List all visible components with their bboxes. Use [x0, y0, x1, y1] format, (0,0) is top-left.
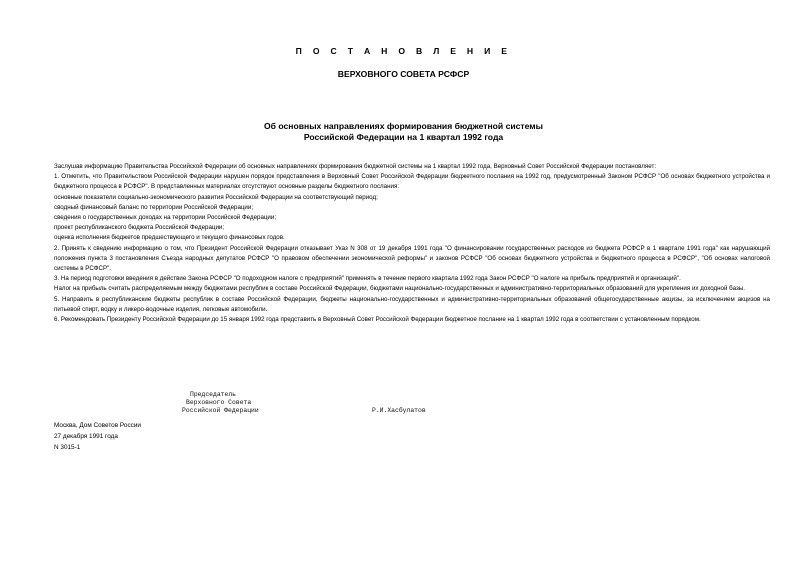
- list-item: проект республиканского бюджета Российской Федерации;: [54, 224, 225, 232]
- list-item: основные показатели социально-экономического развития Российской Федерации на соответствующий период;: [54, 193, 378, 201]
- subject-line-1: Об основных направлениях формирования бюджетной системы: [264, 121, 543, 131]
- list-item: оценка исполнения бюджетов предшествующего и текущего финансовых годов.: [54, 234, 285, 242]
- document-type-title: П О С Т А Н О В Л Е Н И Е: [295, 46, 512, 56]
- issuer-title: ВЕРХОВНОГО СОВЕТА РСФСР: [337, 69, 470, 79]
- document-number: N 3015-1: [54, 444, 81, 451]
- clause-6-paragraph: 6. Рекомендовать Президенту Российской Федерации до 15 января 1992 года представить в Верховный Совет Российской Федерации бюджетное послание на 1 квартал 1992 года в соответствии с установленным порядком.: [54, 316, 701, 324]
- clause-4-paragraph: Налог на прибыль считать распределяемым между бюджетами республик в составе Российской Федерации, бюджетами национально-государственных и административно-территориальных образований для укрепления их доходной базы.: [54, 285, 745, 293]
- list-item: сводный финансовый баланс по территории Российской Федерации;: [54, 203, 254, 211]
- clause-1-paragraph: 1. Отметить, что Правительством Российской Федерации нарушен порядок представления в Верховный Совет Российской Федерации бюджетного послания на 1992 год, предусмотренный Законом РСФСР "Об основах бюджетного устройства и бюджетного процесса в РСФСР". В представленных материалах отсутствуют основные разделы бюджетного послания:: [54, 173, 770, 191]
- clause-2-paragraph: 2. Принять к сведению информацию о том, что Президент Российской Федерации отказывает Указ N 308 от 19 декабря 1991 года "О финансировании государственных расходов из бюджета РСФСР в 1 квартале 1991 года" как нарушающий положения пункта 3 постановления Съезда народных депутатов РСФСР "О правовом обеспечении экономической реформы" и законов РСФСР "Об основах бюджетного устройства и бюджетного процесса в РСФСР", "Об основах налоговой системы в РСФСР".: [54, 244, 770, 273]
- signing-place: Москва, Дом Советов России: [54, 422, 141, 429]
- list-item: сведения о государственных доходах на территории Российской Федерации;: [54, 214, 277, 222]
- signing-date: 27 декабря 1991 года: [54, 433, 118, 440]
- subject-line-2: Российской Федерации на 1 квартал 1992 года: [303, 132, 504, 142]
- signature-position-line-2: Верховного Совета: [186, 399, 252, 406]
- clause-3-paragraph: 3. На период подготовки введения в действие Закона РСФСР "О подоходном налоге с предприятий" применять в течение первого квартала 1992 года Закон РСФСР "О налоге на прибыль предприятий и организаций".: [54, 275, 681, 283]
- signature-position-line-1: Председатель: [190, 391, 237, 398]
- signatory-name: Р.И.Хасбулатов: [372, 407, 426, 414]
- preamble-paragraph: Заслушав информацию Правительства Российской Федерации об основных направлениях формирования бюджетной системы на 1 квартал 1992 года, Верховный Совет Российской Федерации постановляет:: [54, 163, 657, 170]
- clause-5-paragraph: 5. Направить в республиканские бюджеты республик в составе Российской Федерации, бюджеты национально-государственных и административно-территориальных образований общегосударственные акцизы, за исключением акцизов на питьевой спирт, водку и ликеро-водочные изделия, легковые автомобили.: [54, 295, 770, 313]
- signature-position-line-3: Российской Федерации: [182, 407, 259, 414]
- document-footer: [54, 420, 141, 453]
- document-body: [54, 162, 770, 325]
